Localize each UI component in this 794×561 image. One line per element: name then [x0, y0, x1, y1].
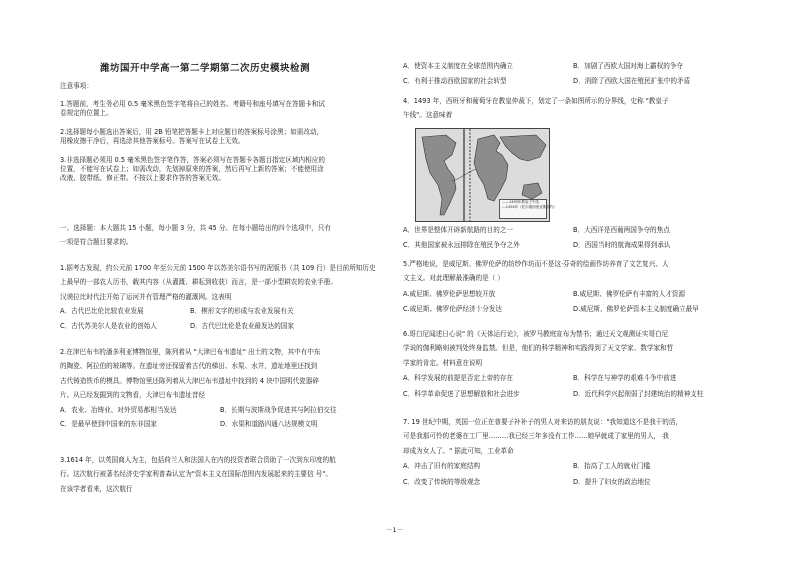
q2-option-a[interactable]: A．农业、冶铸业、对外贸易都相当发达 [60, 405, 177, 414]
q1-option-c[interactable]: C．古代苏美尔人是农业的创始人 [60, 321, 157, 330]
question-3-options [403, 62, 690, 87]
papal-line-map [415, 128, 557, 222]
note-line: 1.答题前，考生务必用 0.5 毫米黑色签字笔将自己的姓名、考籍号和座号填写在答题卡和试 [60, 100, 325, 108]
q3-option-c[interactable]: C．有利于推动西欧国家的社会转型 [403, 77, 507, 86]
question-7: 7. 19 世纪中期，英国一位正在普要子补补子的男人对来访的朋友说："我知道这不是我干的活， 可是我那可怜的老婆在工厂里………我已经三年多没有工作……她早就成了家里的男人， 我 却成为女人了。" 据此可知，工业革命 A．冲击了旧有的家庭结构 B．抬高了工人的就业门槛 C．改变了传统的等级观念 D．提升了妇女的政治地位 [403, 418, 683, 486]
q7-option-a[interactable]: A．冲击了旧有的家庭结构 [403, 462, 481, 471]
notes [60, 100, 325, 184]
q5-option-c[interactable]: C.威尼斯、佛罗伦萨经济十分发达 [403, 305, 503, 314]
section-one-heading: 一、选择题：本大题共 15 小题，每小题 3 分，共 45 分。在每小题给出的四个选项中，只有 一项是符合题目要求的。 [60, 224, 331, 247]
q7-option-d[interactable]: D．提升了妇女的政治地位 [573, 477, 651, 486]
legend-line-1493: ——1493年教皇子午线 [502, 200, 539, 204]
question-3-stem: 3.1614 年，以英国商人为主，包括荷兰人和法国人在内的投资者联合资助了一次到东印度的航 行。这次航行被著名经济史学家利普森认定为"资本主义在国际范围内发展起来的主要信 号"。 在该学者看来，这次航行 [60, 456, 336, 493]
note-line: 用橡皮擦干净后，再选涂其他答案标号。答案写在试卷上无效。 [60, 137, 245, 146]
legend-line-1494: ---1494年《托尔德西里亚斯条约》 [502, 204, 557, 209]
note-line: 2.选择题每小题选出答案后，用 2B 铅笔把答题卡上对应题目的答案标号涂黑；如需改动， [60, 127, 324, 136]
note-line: 卷规定的位置上。 [60, 109, 113, 118]
exam-title: 潍坊国开中学高一第二学期第二次历史模块检测 [100, 63, 311, 74]
q4-option-c[interactable]: C．其他国家被永远排除在殖民争夺之外 [403, 241, 520, 250]
q3-option-b[interactable]: B．加剧了西欧大国对海上霸权的争夺 [573, 62, 684, 70]
q3-option-d[interactable]: D．消除了西欧大国在殖民扩张中的矛盾 [573, 77, 691, 86]
q1-option-d[interactable]: D．古代巴比伦是农业最发达的国家 [190, 321, 294, 330]
q4-option-d[interactable]: D．西国当时的航海成果得到承认 [573, 241, 671, 250]
q1-option-b[interactable]: B．楔形文字的形成与农业发展有关 [190, 307, 294, 316]
q4-option-b[interactable]: B．大西洋是西葡两国争夺的焦点 [573, 226, 670, 234]
question-2: 2.在津巴布韦的潘多利亚博物馆里，陈列着从 "大津巴布韦遗址" 出土的文物，其中有中东 的陶瓷、阿拉伯的玻璃等。在遗址旁还保留着古代的梯田、水渠、水井，遗址地里还找到 古代铸造铁币的模具。博物馆里还陈列着从大津巴布韦遗址中找到的 4 块中国明代瓷器碎 片。从已经发掘到的文物看，大津巴布韦遗址昔经 A．农业、冶铸业、对外贸易都相当发达 B．长期与波斯战争促进其与阿拉伯交往 C．是最早使到中国来的东非国家 D．水渠和道路四通八达规模文明 [60, 348, 337, 429]
q5-option-a[interactable]: A.威尼斯、佛罗伦萨思想较开放 [403, 289, 496, 298]
notes-heading: 注意事项： [60, 82, 93, 90]
q2-option-b[interactable]: B．长期与波斯战争促进其与阿拉伯交往 [220, 405, 337, 414]
note-line: 3.非选择题必须用 0.5 毫米黑色签字笔作答，答案必须写在答题卡各题目指定区域内相应的 [60, 155, 325, 164]
note-line: 位置，不能写在试卷上；如需改动，先划掉原来的答案，然后再写上新的答案；不能使用涂 [60, 165, 324, 174]
question-6: 6.哥白尼闻述日心说" 的《天体运行论》，被罗马教庭宣布为禁书；通过天文观测证实哥白尼 学说的伽利略则被判处终身监禁。但是，他们的科学精神和实践得到了天文学家、数学家和哲 学家的肯定。材料意在说明 A．科学发展的前提是否定上帝的存在 B．科学在与神学的艰难斗争中前进 C．科学革命促进了思想解放和社会进步 D．近代科学兴起削弱了封建统治的精神支柱 [403, 330, 704, 398]
q5-option-d[interactable]: D.威尼斯、佛罗伦萨资本主义制度确立最早 [573, 305, 699, 314]
q1-option-a[interactable]: A．古代巴比伦比较农业发展 [60, 307, 144, 316]
q7-option-b[interactable]: B．抬高了工人的就业门槛 [573, 462, 651, 471]
q6-option-c[interactable]: C．科学革命促进了思想解放和社会进步 [403, 389, 520, 398]
q6-option-b[interactable]: B．科学在与神学的艰难斗争中前进 [573, 374, 677, 383]
q4-option-a[interactable]: A．世界是整体开辟新航路的目的之一 [403, 226, 514, 234]
q5-option-b[interactable]: B.威尼斯、佛罗伦萨有丰富的人才资源 [573, 289, 686, 298]
note-line: 改液、胶带纸、修正带。不按以上要求作答的答案无效。 [60, 174, 225, 183]
question-4-stem: 4．1493 年，西班牙和葡萄牙在教皇仲裁下，划定了一条如图所示的分界线，史称 "教皇子 午线"。这意味着 [403, 97, 669, 120]
page-number: －1－ [386, 526, 404, 534]
q6-option-d[interactable]: D．近代科学兴起削弱了封建统治的精神支柱 [573, 389, 704, 398]
q2-option-c[interactable]: C．是最早使到中国来的东非国家 [60, 420, 157, 429]
q7-option-c[interactable]: C．改变了传统的等级观念 [403, 477, 481, 486]
question-5: 5.严格地说，是威尼斯、佛罗伦萨的纺纱作坊而不是这·芬奇的绘画作坊养育了文艺复兴、人 文主义。对此理解最准确的是（ ） A.威尼斯、佛罗伦萨思想较开放 B.威尼斯、佛罗伦萨有丰富的人才资源 C.威尼斯、佛罗伦萨经济十分发达 D.威尼斯、佛罗伦萨资本主义制度确立最早 [403, 260, 699, 314]
map-legend [499, 199, 557, 219]
q2-option-d[interactable]: D．水渠和道路四通八达规模文明 [220, 420, 318, 429]
question-1: 1.据考古发现，约公元前 1700 年至公元前 1500 年以苏美尔语书写的泥版书（共 109 行）是目前所知历史 上最早的一部农人历书，载其内容（从灌溉、耕耘到收获）而言，是一部小型耕农的农业手册。 汉谟拉比时代注开始了运河并有管理严格的灌溉网。这表明 A．古代巴比伦比较农业发展 B．楔形文字的形成与农业发展有关 C．古代苏美尔人是农业的创始人 D．古代巴比伦是农业最发达的国家 [60, 264, 376, 330]
question-4-options [403, 226, 670, 251]
q6-option-a[interactable]: A．科学发展的前提是否定上帝的存在 [403, 374, 514, 383]
q3-option-a[interactable]: A．使资本主义制度在全球范围内确立 [403, 62, 514, 70]
